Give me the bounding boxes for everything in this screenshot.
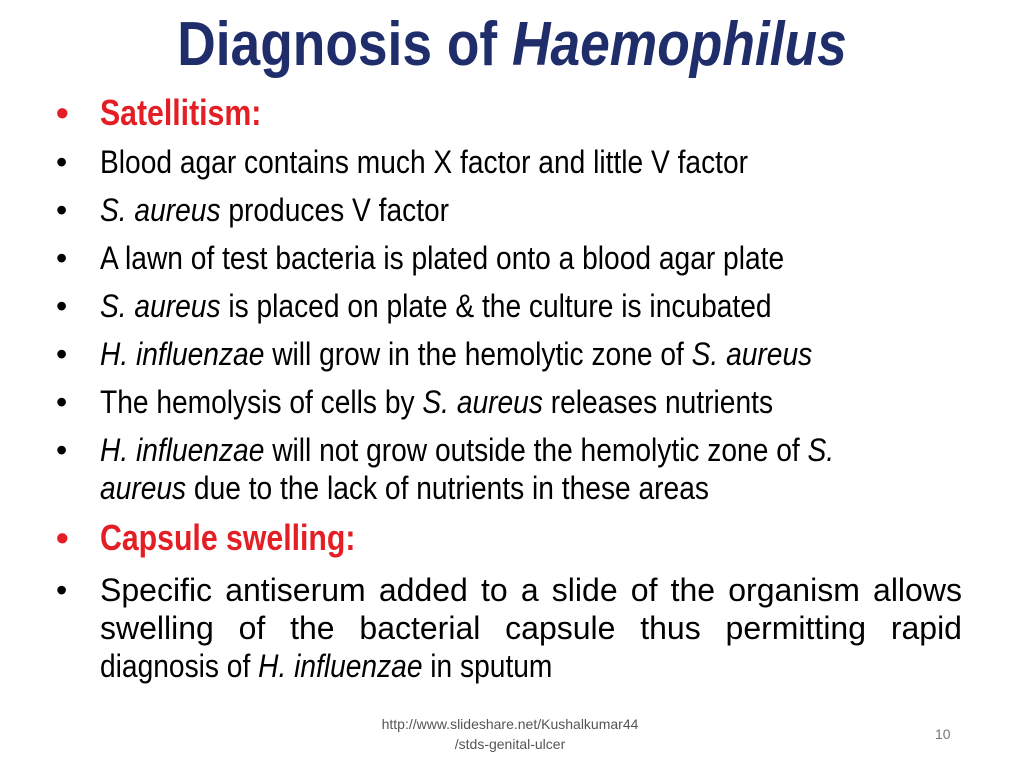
item-text-line1 — [100, 431, 834, 469]
title-prefix: Diagnosis of — [177, 10, 498, 79]
heading-text: Satellitism: — [100, 92, 262, 133]
bullet-dot: • — [56, 572, 68, 608]
word: to — [481, 572, 508, 608]
species-name: S. aureus — [691, 336, 813, 372]
bullet-dot: • — [56, 192, 68, 228]
word: slide — [551, 572, 618, 608]
word: added — [378, 572, 468, 608]
item-mid: will not grow outside the hemolytic zone of — [272, 432, 800, 468]
word: antiserum — [225, 572, 366, 608]
bullet-dot: • — [56, 432, 68, 468]
word: the — [290, 610, 335, 646]
item-text — [100, 383, 773, 421]
word: thus — [640, 610, 701, 646]
bullet-dot: • — [56, 240, 68, 276]
species-name: S. aureus — [422, 384, 543, 420]
item-text: A lawn of test bacteria is plated onto a blood agar plate — [100, 240, 785, 276]
item-rest: in sputum — [430, 648, 553, 684]
word: the — [670, 572, 716, 608]
bullet-dot: • — [56, 288, 68, 324]
word: a — [520, 572, 539, 608]
source-footer — [330, 714, 690, 754]
item-text-line2 — [100, 469, 709, 507]
item-mid: will grow in the hemolytic zone of — [272, 336, 684, 372]
species-name: H. influenzae — [100, 432, 265, 468]
species-name: S. — [807, 432, 835, 468]
item-rest: produces V factor — [228, 192, 450, 228]
word: capsule — [505, 610, 616, 646]
footer-url-line2: /stds-genital-ulcer — [454, 736, 566, 752]
bullet-dot: • — [56, 336, 68, 372]
bullet-dot: • — [56, 144, 68, 180]
word: rapid — [890, 610, 962, 646]
justified-line-1 — [100, 571, 962, 609]
item-rest: releases nutrients — [550, 384, 774, 420]
justified-line-2 — [100, 609, 962, 647]
bullet-dot: • — [56, 517, 69, 558]
item-text — [100, 287, 772, 325]
species-name: aureus — [100, 470, 187, 506]
heading-text: Capsule swelling: — [100, 517, 356, 558]
item-text — [100, 335, 812, 373]
species-name: H. influenzae — [100, 336, 265, 372]
word: allows — [873, 572, 962, 608]
word: organism — [728, 572, 860, 608]
species-name: S. aureus — [100, 288, 221, 324]
word: bacterial — [359, 610, 481, 646]
bullet-dot: • — [56, 92, 69, 133]
species-name: S. aureus — [100, 192, 221, 228]
word: of — [238, 610, 266, 646]
page-number: 10 — [935, 726, 951, 742]
bullet-dot: • — [56, 384, 68, 420]
item-pre: diagnosis of — [100, 648, 251, 684]
item-rest: is placed on plate & the culture is incubated — [228, 288, 772, 324]
word: of — [630, 572, 658, 608]
item-rest: due to the lack of nutrients in these areas — [193, 470, 709, 506]
item-pre: The hemolysis of cells by — [100, 384, 415, 420]
word: Specific — [100, 572, 213, 608]
item-text — [100, 191, 449, 229]
justified-line-3 — [100, 647, 962, 685]
item-text: Blood agar contains much X factor and little V factor — [100, 144, 749, 180]
word: swelling — [100, 610, 214, 646]
footer-url-line1: http://www.slideshare.net/Kushalkumar44 — [381, 716, 639, 732]
title-genus: Haemophilus — [511, 10, 847, 79]
word: permitting — [725, 610, 867, 646]
species-name: H. influenzae — [258, 648, 423, 684]
